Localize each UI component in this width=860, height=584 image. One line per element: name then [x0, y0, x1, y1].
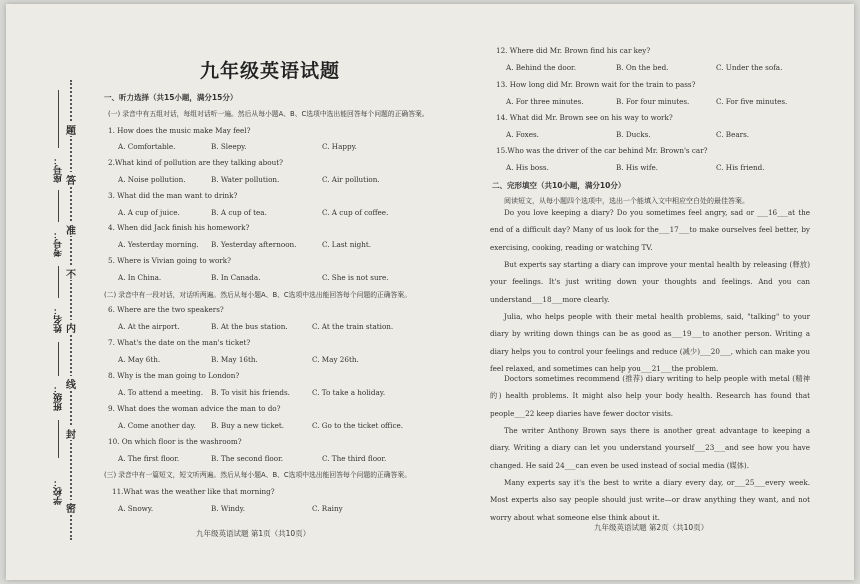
option-a: A. The first floor.: [118, 454, 180, 463]
option-b: B. A cup of tea.: [211, 208, 267, 217]
seat-number-blank: [58, 90, 59, 148]
option-a: A. Behind the door.: [506, 63, 576, 72]
question-text: 15.Who was the driver of the car behind Mr. Brown's car?: [496, 146, 708, 155]
question-text: 2.What kind of pollution are they talking about?: [108, 158, 283, 167]
cloze-paragraph: Doctors sometimes recommend (推荐) diary writing to help people with metal (精神的) health problems. It might also help your body health. Research has found that people___22 keep diaries have fewer doctor visits.: [490, 374, 810, 418]
binding-strip: [50, 80, 84, 540]
seal-mark: 线: [64, 376, 78, 390]
question-text: 10. On which floor is the washroom?: [108, 437, 242, 446]
option-c: C. Under the sofa.: [716, 63, 783, 72]
option-c: C. Go to the ticket office.: [312, 421, 404, 430]
option-a: A. At the airport.: [118, 322, 180, 331]
exam-number-label: 考号：: [54, 230, 64, 258]
section-2-instruction: 阅读短文，从每小题四个选项中，选出一个能填入文中相应空白处的最佳答案。: [504, 197, 749, 205]
question-text: 1. How does the music make May feel?: [108, 126, 251, 135]
question-text: 13. How long did Mr. Brown wait for the train to pass?: [496, 80, 696, 89]
option-b: B. Water pollution.: [211, 175, 280, 184]
seat-number-label: 座号：: [54, 156, 64, 184]
option-a: A. Yesterday morning.: [118, 240, 199, 249]
cloze-paragraph: Do you love keeping a diary? Do you sometimes feel angry, sad or ___16___at the end of a difficult day? Many of us look for the___17___to make ourselves feel better, by exercising, cooking, reading or watching TV.: [490, 208, 810, 252]
question-text: 3. What did the man want to drink?: [108, 191, 238, 200]
question-text: 6. Where are the two speakers?: [108, 305, 224, 314]
class-blank: [58, 342, 59, 376]
option-c: C. For five minutes.: [716, 97, 788, 106]
option-a: A. Come another day.: [118, 421, 196, 430]
cloze-paragraph: Julia, who helps people with their metal health problems, said, "talking" to your diary by writing down things can be as good as___19___to another person. Writing a diary helps you to control your feelings and reduce (减少)___20___, which can make you feel relaxed, and sometimes can help you___21___the problem.: [490, 312, 810, 374]
part-3-instruction: (三) 录音中有一篇短文，短文听两遍。然后从每小题A、B、C选项中选出能回答每个问题的正确答案。: [104, 471, 411, 479]
option-b: B. Buy a new ticket.: [211, 421, 284, 430]
section-2-heading: 二、完形填空（共10小题，满分10分）: [492, 181, 626, 190]
option-b: B. May 16th.: [211, 355, 258, 364]
cloze-paragraph: The writer Anthony Brown says there is another great advantage to keeping a diary. Writing a diary can let you understand yourself___23___and see how you have changed. He said 24___can even be used instead of social media (媒体).: [490, 426, 810, 470]
option-c: C. To take a holiday.: [312, 388, 386, 397]
option-c: C. Air pollution.: [322, 175, 380, 184]
exam-number-blank: [58, 190, 59, 222]
option-c: C. The third floor.: [322, 454, 387, 463]
option-a: A. For three minutes.: [506, 97, 584, 106]
part-1-instruction: (一) 录音中有五组对话，每组对话听一遍。然后从每小题A、B、C选项中选出能回答每个问题的正确答案。: [108, 110, 429, 118]
question-text: 14. What did Mr. Brown see on his way to work?: [496, 113, 673, 122]
option-c: C. May 26th.: [312, 355, 359, 364]
seal-mark: 密: [64, 500, 78, 514]
seal-mark: 封: [64, 426, 78, 440]
name-blank: [58, 266, 59, 298]
option-b: B. For four minutes.: [616, 97, 690, 106]
option-c: C. A cup of coffee.: [322, 208, 389, 217]
option-a: A. To attend a meeting.: [118, 388, 204, 397]
school-label: 学校：: [54, 478, 64, 506]
option-c: C. She is not sure.: [322, 273, 389, 282]
option-a: A. In China.: [118, 273, 162, 282]
option-c: C. His friend.: [716, 163, 765, 172]
option-c: C. Rainy: [312, 504, 343, 513]
option-c: C. Bears.: [716, 130, 750, 139]
seal-mark: 准: [64, 222, 78, 236]
option-a: A. His boss.: [506, 163, 549, 172]
name-label: 姓名：: [54, 306, 64, 334]
section-1-heading: 一、听力选择（共15小题，满分15分）: [104, 93, 238, 102]
question-text: 8. Why is the man going to London?: [108, 371, 240, 380]
seal-mark: 不: [64, 266, 78, 280]
option-b: B. Yesterday afternoon.: [211, 240, 297, 249]
class-label: 班级：: [54, 384, 64, 412]
option-b: B. On the bed.: [616, 63, 669, 72]
option-b: B. At the bus station.: [211, 322, 288, 331]
option-b: B. Ducks.: [616, 130, 651, 139]
exam-title: 九年级英语试题: [200, 60, 341, 82]
question-text: 7. What's the date on the man's ticket?: [108, 338, 251, 347]
option-a: A. Snowy.: [118, 504, 154, 513]
option-a: A. A cup of juice.: [118, 208, 180, 217]
cloze-paragraph: Many experts say it's the best to write a diary every day, or___25___every week. Most experts also say people should just write—or draw anything they want, and not worry about what someone else think about it.: [490, 478, 810, 522]
option-b: B. In Canada.: [211, 273, 261, 282]
question-text: 12. Where did Mr. Brown find his car key?: [496, 46, 651, 55]
option-b: B. His wife.: [616, 163, 659, 172]
option-b: B. Windy.: [211, 504, 246, 513]
option-a: A. Noise pollution.: [118, 175, 186, 184]
question-text: 5. Where is Vivian going to work?: [108, 256, 231, 265]
question-text: 4. When did Jack finish his homework?: [108, 223, 250, 232]
option-b: B. To visit his friends.: [211, 388, 290, 397]
seal-mark: 答: [64, 172, 78, 186]
seal-mark: 内: [64, 320, 78, 334]
school-blank: [58, 420, 59, 458]
option-a: A. Foxes.: [506, 130, 539, 139]
cloze-paragraph: But experts say starting a diary can improve your mental health by releasing (释放) your feelings. It's just writing down your thoughts and feelings. And you can understand___18___more clearly.: [490, 260, 810, 304]
option-a: A. May 6th.: [118, 355, 161, 364]
page-1-footer: 九年级英语试题 第1页（共10页）: [196, 529, 311, 538]
question-text: 11.What was the weather like that morning?: [112, 487, 275, 496]
seal-dotted-line: [70, 80, 72, 540]
option-c: C. Last night.: [322, 240, 372, 249]
option-a: A. Comfortable.: [118, 142, 176, 151]
page-2-footer: 九年级英语试题 第2页（共10页）: [594, 523, 709, 532]
seal-mark: 题: [64, 122, 78, 136]
option-c: C. Happy.: [322, 142, 357, 151]
option-b: B. The second floor.: [211, 454, 283, 463]
option-b: B. Sleepy.: [211, 142, 247, 151]
question-text: 9. What does the woman advice the man to do?: [108, 404, 281, 413]
part-2-instruction: (二) 录音中有一段对话，对话听两遍。然后从每小题A、B、C选项中选出能回答每个问题的正确答案。: [104, 291, 411, 299]
option-c: C. At the train station.: [312, 322, 394, 331]
